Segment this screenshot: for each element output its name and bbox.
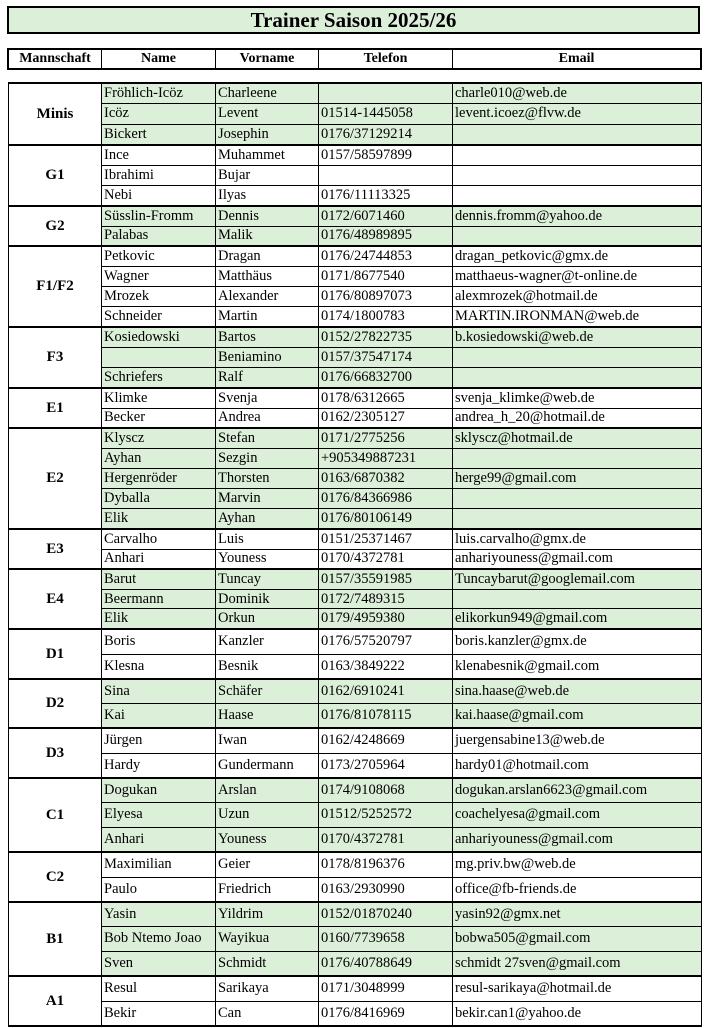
cell-name: Anhari — [102, 828, 216, 851]
cell-name: Palabas — [102, 227, 216, 246]
cell-name: Schneider — [102, 307, 216, 326]
table-row — [102, 729, 701, 754]
cell-vorname: Uzun — [216, 803, 319, 826]
header-telefon: Telefon — [319, 50, 453, 68]
team-label: E4 — [9, 570, 102, 628]
cell-telefon — [319, 166, 453, 185]
cell-vorname: Friedrich — [216, 878, 319, 902]
cell-name: Fröhlich-Icöz — [102, 84, 216, 103]
cell-email: kai.haase@gmail.com — [455, 707, 584, 723]
cell-name: Ibrahimi — [102, 166, 216, 185]
cell-telefon: 0163/2930990 — [319, 878, 453, 902]
table-row — [102, 828, 701, 851]
cell-vorname: Svenja — [216, 389, 319, 408]
cell-email — [453, 509, 701, 528]
cell-name: Dogukan — [102, 779, 216, 802]
cell-name: Yasin — [102, 903, 216, 926]
cell-name: Bob Ntemo Joao — [102, 927, 216, 950]
cell-email: sina.haase@web.de — [455, 683, 570, 699]
cell-vorname: Bartos — [216, 328, 319, 347]
header-email: Email — [558, 51, 595, 66]
table-row — [102, 952, 701, 975]
table-row — [102, 125, 701, 144]
cell-telefon: 0176/84366986 — [319, 489, 453, 508]
cell-email — [453, 348, 701, 367]
cell-email — [453, 368, 701, 387]
team-group — [8, 903, 702, 977]
cell-telefon: 01512/5252572 — [319, 803, 453, 826]
table-row — [102, 1002, 701, 1026]
cell-telefon: 0174/1800783 — [319, 307, 453, 326]
table-row — [102, 530, 701, 550]
cell-email: hardy01@hotmail.com — [455, 756, 589, 773]
cell-email: matthaeus-wagner@t-online.de — [455, 268, 638, 284]
cell-vorname: Josephin — [216, 125, 319, 144]
team-group — [8, 328, 702, 389]
cell-name: Paulo — [102, 878, 216, 902]
cell-email: schmidt 27sven@gmail.com — [455, 954, 621, 971]
header-vorname: Vorname — [216, 50, 319, 68]
table-row — [102, 449, 701, 469]
team-group — [8, 84, 702, 146]
team-label: E3 — [9, 530, 102, 568]
cell-vorname: Bujar — [216, 166, 319, 185]
cell-telefon: 0171/2775256 — [319, 429, 453, 448]
cell-telefon: 0172/6071460 — [319, 207, 453, 226]
cell-name: Dyballa — [102, 489, 216, 508]
table-row — [102, 704, 701, 727]
table-row — [102, 609, 701, 628]
cell-email: dogukan.arslan6623@gmail.com — [455, 782, 648, 799]
cell-name — [102, 348, 216, 367]
cell-vorname: Ayhan — [216, 509, 319, 528]
cell-name: Mrozek — [102, 287, 216, 306]
cell-telefon: 0151/25371467 — [319, 530, 453, 549]
cell-email: resul-sarikaya@hotmail.de — [455, 980, 612, 997]
cell-telefon: 0162/6910241 — [319, 680, 453, 703]
table-row — [102, 927, 701, 951]
cell-vorname: Kanzler — [216, 630, 319, 654]
cell-email: boris.kanzler@gmx.de — [455, 633, 587, 650]
cell-vorname: Youness — [216, 828, 319, 851]
cell-vorname: Dragan — [216, 247, 319, 266]
table-row — [102, 146, 701, 166]
team-group — [8, 247, 702, 328]
cell-email: anhariyouness@gmail.com — [455, 550, 613, 567]
cell-name: Jürgen — [102, 729, 216, 753]
table-row — [102, 267, 701, 287]
cell-name: Hergenröder — [102, 469, 216, 488]
table-row — [102, 509, 701, 528]
cell-vorname: Stefan — [216, 429, 319, 448]
cell-name: Nebi — [102, 186, 216, 205]
cell-name: Sven — [102, 952, 216, 975]
cell-vorname: Marvin — [216, 489, 319, 508]
team-group — [8, 207, 702, 247]
cell-name: Elyesa — [102, 803, 216, 826]
cell-name: Barut — [102, 570, 216, 589]
cell-telefon: 0162/2305127 — [319, 409, 453, 428]
table-row — [102, 186, 701, 205]
cell-vorname: Besnik — [216, 655, 319, 679]
cell-email: alexmrozek@hotmail.de — [455, 288, 598, 304]
cell-name: Carvalho — [102, 530, 216, 549]
cell-telefon: 0163/6870382 — [319, 469, 453, 488]
cell-email: mg.priv.bw@web.de — [455, 856, 576, 873]
cell-name: Resul — [102, 977, 216, 1001]
table-row — [102, 84, 701, 104]
cell-name: Anhari — [102, 550, 216, 569]
cell-email: dennis.fromm@yahoo.de — [455, 207, 603, 224]
cell-telefon: 0176/24744853 — [319, 247, 453, 266]
table-row — [102, 977, 701, 1002]
table-row — [102, 878, 701, 902]
team-label: E1 — [9, 389, 102, 427]
cell-telefon: 0152/01870240 — [319, 903, 453, 926]
cell-telefon: 0176/37129214 — [319, 125, 453, 144]
cell-vorname: Can — [216, 1002, 319, 1026]
cell-vorname: Alexander — [216, 287, 319, 306]
table-row — [102, 227, 701, 246]
cell-name: Becker — [102, 409, 216, 428]
cell-telefon: 0163/3849222 — [319, 655, 453, 679]
team-label: C2 — [9, 853, 102, 901]
cell-telefon: 0157/37547174 — [319, 348, 453, 367]
trainer-table — [8, 82, 702, 1027]
cell-vorname: Geier — [216, 853, 319, 877]
table-row — [102, 328, 701, 348]
cell-name: Ayhan — [102, 449, 216, 468]
table-row — [102, 550, 701, 569]
cell-email: b.kosiedowski@web.de — [455, 329, 594, 345]
table-row — [102, 680, 701, 704]
cell-email: office@fb-friends.de — [455, 880, 577, 897]
team-group — [8, 570, 702, 630]
cell-vorname: Dominik — [216, 590, 319, 609]
cell-email: sklyscz@hotmail.de — [455, 430, 573, 446]
cell-name: Klesna — [102, 655, 216, 679]
cell-telefon: 0157/58597899 — [319, 146, 453, 165]
team-group — [8, 977, 702, 1027]
cell-email: dragan_petkovic@gmx.de — [455, 248, 609, 264]
cell-email — [453, 186, 701, 205]
table-row — [102, 287, 701, 307]
team-group — [8, 530, 702, 570]
table-row — [102, 247, 701, 267]
team-label: C1 — [9, 779, 102, 851]
cell-telefon: 0170/4372781 — [319, 550, 453, 569]
cell-name: Elik — [102, 609, 216, 628]
cell-vorname: Yildrim — [216, 903, 319, 926]
cell-telefon: 0176/40788649 — [319, 952, 453, 975]
cell-vorname: Ralf — [216, 368, 319, 387]
table-row — [102, 754, 701, 778]
cell-telefon: 0160/7739658 — [319, 927, 453, 950]
team-label: D1 — [9, 630, 102, 678]
cell-name: Beermann — [102, 590, 216, 609]
cell-vorname: Schäfer — [216, 680, 319, 703]
table-row — [102, 207, 701, 227]
cell-email: coachelyesa@gmail.com — [455, 806, 600, 823]
table-row — [102, 368, 701, 387]
team-label: D3 — [9, 729, 102, 777]
cell-telefon: 0176/66832700 — [319, 368, 453, 387]
cell-vorname: Malik — [216, 227, 319, 246]
cell-telefon: 0176/80897073 — [319, 287, 453, 306]
cell-vorname: Beniamino — [216, 348, 319, 367]
table-row — [102, 348, 701, 368]
cell-name: Bekir — [102, 1002, 216, 1026]
cell-vorname: Youness — [216, 550, 319, 569]
table-row — [102, 469, 701, 489]
table-row — [102, 853, 701, 878]
team-label: B1 — [9, 903, 102, 975]
cell-telefon: 0171/3048999 — [319, 977, 453, 1001]
table-row — [102, 166, 701, 186]
table-row — [102, 307, 701, 326]
cell-email: bekir.can1@yahoo.de — [455, 1004, 582, 1021]
table-row — [102, 655, 701, 679]
cell-telefon: 0173/2705964 — [319, 754, 453, 778]
cell-vorname: Schmidt — [216, 952, 319, 975]
cell-vorname: Muhammet — [216, 146, 319, 165]
cell-telefon: 01514-1445058 — [319, 104, 453, 123]
team-group — [8, 429, 702, 530]
cell-email: MARTIN.IRONMAN@web.de — [455, 308, 640, 324]
cell-telefon: 0171/8677540 — [319, 267, 453, 286]
team-group — [8, 146, 702, 207]
cell-email: luis.carvalho@gmx.de — [455, 530, 586, 547]
cell-vorname: Gundermann — [216, 754, 319, 778]
cell-telefon: 0152/27822735 — [319, 328, 453, 347]
cell-telefon: 0172/7489315 — [319, 590, 453, 609]
cell-telefon: +905349887231 — [319, 449, 453, 468]
cell-telefon: 0179/4959380 — [319, 609, 453, 628]
cell-email: charle010@web.de — [455, 85, 567, 102]
team-group — [8, 729, 702, 779]
team-label: F3 — [9, 328, 102, 387]
cell-email: bobwa505@gmail.com — [455, 930, 591, 947]
cell-telefon: 0157/35591985 — [319, 570, 453, 589]
team-group — [8, 853, 702, 903]
cell-telefon: 0178/6312665 — [319, 389, 453, 408]
cell-vorname: Luis — [216, 530, 319, 549]
cell-vorname: Levent — [216, 104, 319, 123]
table-row — [102, 409, 701, 428]
cell-email: klenabesnik@gmail.com — [455, 657, 600, 674]
team-label: F1/F2 — [9, 247, 102, 326]
cell-email: andrea_h_20@hotmail.de — [455, 409, 605, 426]
cell-name: Klyscz — [102, 429, 216, 448]
cell-vorname: Iwan — [216, 729, 319, 753]
cell-telefon: 0176/11113325 — [319, 186, 453, 205]
cell-email — [453, 489, 701, 508]
cell-email — [453, 146, 701, 165]
table-row — [102, 630, 701, 655]
cell-name: Petkovic — [102, 247, 216, 266]
page-title: Trainer Saison 2025/26 — [7, 6, 700, 34]
cell-email — [453, 227, 701, 246]
cell-email: svenja_klimke@web.de — [455, 389, 595, 406]
cell-vorname: Sezgin — [216, 449, 319, 468]
cell-vorname: Ilyas — [216, 186, 319, 205]
cell-name: Hardy — [102, 754, 216, 778]
cell-email: elikorkun949@gmail.com — [455, 610, 608, 627]
table-row — [102, 429, 701, 449]
cell-email — [453, 590, 701, 609]
cell-name: Elik — [102, 509, 216, 528]
table-row — [102, 803, 701, 827]
cell-name: Ince — [102, 146, 216, 165]
team-label: E2 — [9, 429, 102, 528]
cell-email: herge99@gmail.com — [455, 470, 577, 486]
table-row — [102, 489, 701, 509]
cell-email — [453, 125, 701, 144]
team-label: Minis — [9, 84, 102, 144]
team-group — [8, 680, 702, 729]
cell-vorname: Wayikua — [216, 927, 319, 950]
cell-name: Kai — [102, 704, 216, 727]
cell-vorname: Martin — [216, 307, 319, 326]
table-header — [7, 48, 702, 70]
table-row — [102, 590, 701, 610]
cell-name: Sina — [102, 680, 216, 703]
cell-name: Kosiedowski — [102, 328, 216, 347]
cell-email: anhariyouness@gmail.com — [455, 830, 613, 847]
cell-telefon — [319, 84, 453, 103]
table-row — [102, 903, 701, 927]
table-row — [102, 570, 701, 590]
table-row — [102, 779, 701, 803]
cell-vorname: Matthäus — [216, 267, 319, 286]
cell-vorname: Thorsten — [216, 469, 319, 488]
team-label: D2 — [9, 680, 102, 727]
cell-vorname: Sarikaya — [216, 977, 319, 1001]
cell-vorname: Haase — [216, 704, 319, 727]
cell-telefon: 0176/8416969 — [319, 1002, 453, 1026]
cell-vorname: Charleene — [216, 84, 319, 103]
cell-email — [453, 449, 701, 468]
team-label: G1 — [9, 146, 102, 205]
cell-vorname: Arslan — [216, 779, 319, 802]
cell-name: Bickert — [102, 125, 216, 144]
team-group — [8, 630, 702, 680]
cell-name: Schriefers — [102, 368, 216, 387]
cell-telefon: 0178/8196376 — [319, 853, 453, 877]
cell-name: Klimke — [102, 389, 216, 408]
cell-email: Tuncaybarut@googlemail.com — [455, 570, 635, 587]
cell-telefon: 0170/4372781 — [319, 828, 453, 851]
cell-telefon: 0176/81078115 — [319, 704, 453, 727]
cell-vorname: Orkun — [216, 609, 319, 628]
cell-vorname: Dennis — [216, 207, 319, 226]
cell-telefon: 0162/4248669 — [319, 729, 453, 753]
cell-telefon: 0176/57520797 — [319, 630, 453, 654]
header-name: Name — [102, 50, 216, 68]
cell-email — [453, 166, 701, 185]
cell-email: yasin92@gmx.net — [455, 906, 561, 923]
cell-telefon: 0176/48989895 — [319, 227, 453, 246]
cell-name: Wagner — [102, 267, 216, 286]
team-group — [8, 779, 702, 853]
table-row — [102, 389, 701, 409]
cell-telefon: 0174/9108068 — [319, 779, 453, 802]
cell-telefon: 0176/80106149 — [319, 509, 453, 528]
table-row — [102, 104, 701, 124]
team-label: A1 — [9, 977, 102, 1025]
cell-email: levent.icoez@flvw.de — [455, 105, 581, 122]
cell-name: Boris — [102, 630, 216, 654]
team-label: G2 — [9, 207, 102, 245]
cell-name: Maximilian — [102, 853, 216, 877]
header-mannschaft: Mannschaft — [9, 50, 102, 68]
cell-vorname: Tuncay — [216, 570, 319, 589]
cell-name: Icöz — [102, 104, 216, 123]
team-group — [8, 389, 702, 429]
cell-email: juergensabine13@web.de — [455, 732, 605, 749]
cell-name: Süsslin-Fromm — [102, 207, 216, 226]
cell-vorname: Andrea — [216, 409, 319, 428]
